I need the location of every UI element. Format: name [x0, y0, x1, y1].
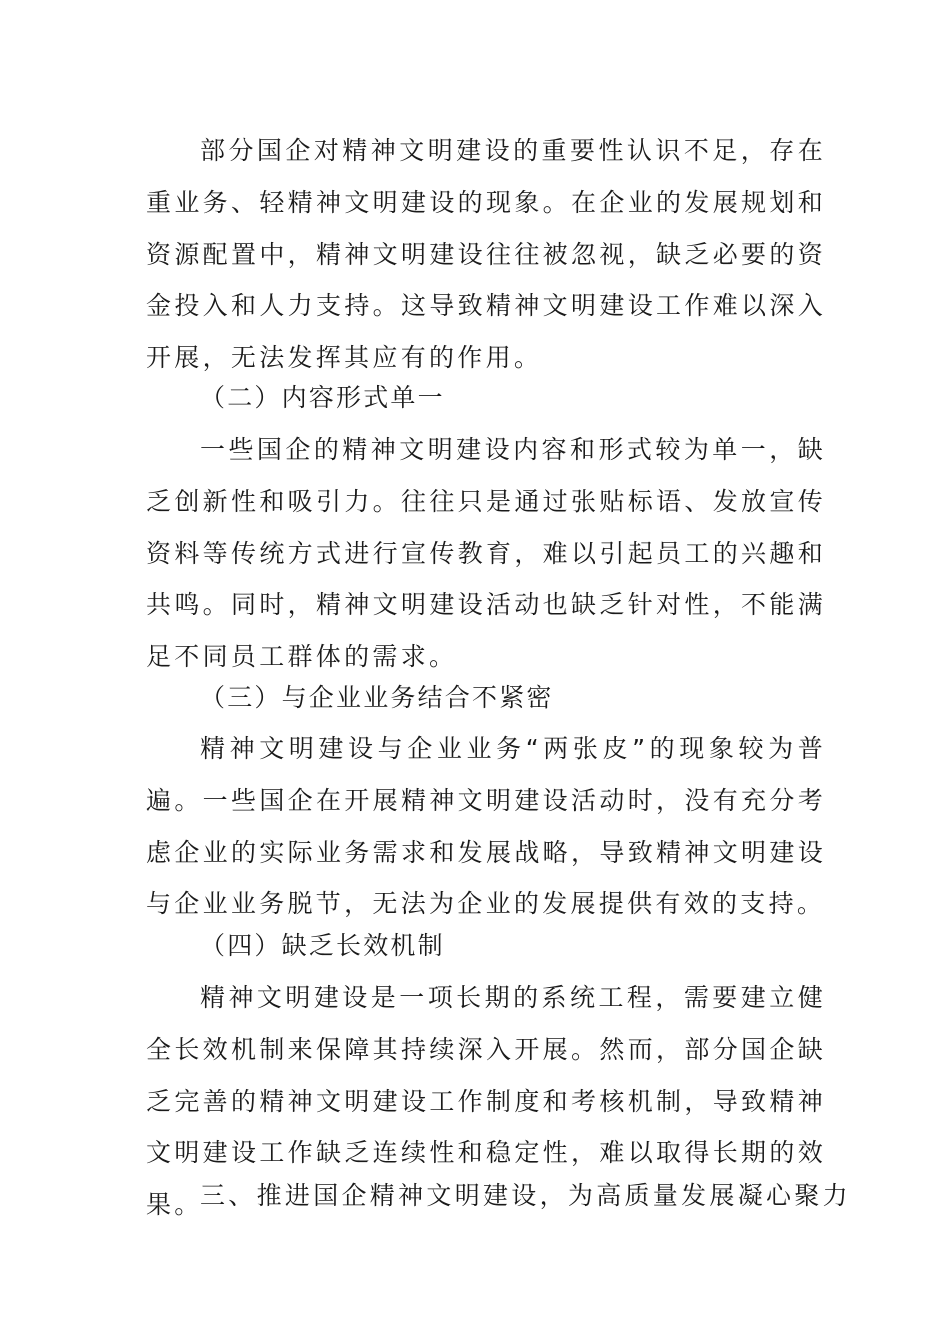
heading-long-term-mechanism: （四）缺乏长效机制: [200, 931, 445, 960]
paragraph-single-form: 一些国企的精神文明建设内容和形式较为单一，缺乏创新性和吸引力。往往只是通过张贴标语、发放宣传资料等传统方式进行宣传教育，难以引起员工的兴趣和共鸣。同时，精神文明建设活动也缺乏针对性，不能满足不同员工群体的需求。: [146, 435, 826, 672]
paragraph-insufficient-awareness: 部分国企对精神文明建设的重要性认识不足，存在重业务、轻精神文明建设的现象。在企业的发展规划和资源配置中，精神文明建设往往被忽视，缺乏必要的资金投入和人力支持。这导致精神文明建设工作难以深入开展，无法发挥其应有的作用。: [146, 136, 826, 373]
section-heading-promote: 三、推进国企精神文明建设，为高质量发展凝心聚力: [200, 1181, 851, 1210]
paragraph-long-term-mechanism: 精神文明建设是一项长期的系统工程，需要建立健全长效机制来保障其持续深入开展。然而，部分国企缺乏完善的精神文明建设工作制度和考核机制，导致精神文明建设工作缺乏连续性和稳定性，难以取得长期的效果。: [146, 983, 826, 1220]
heading-business-integration: （三）与企业业务结合不紧密: [200, 683, 554, 712]
heading-single-form: （二）内容形式单一: [200, 383, 445, 412]
paragraph-business-integration: 精神文明建设与企业业务“两张皮”的现象较为普遍。一些国企在开展精神文明建设活动时，没有充分考虑企业的实际业务需求和发展战略，导致精神文明建设与企业业务脱节，无法为企业的发展提供有效的支持。: [146, 734, 826, 919]
